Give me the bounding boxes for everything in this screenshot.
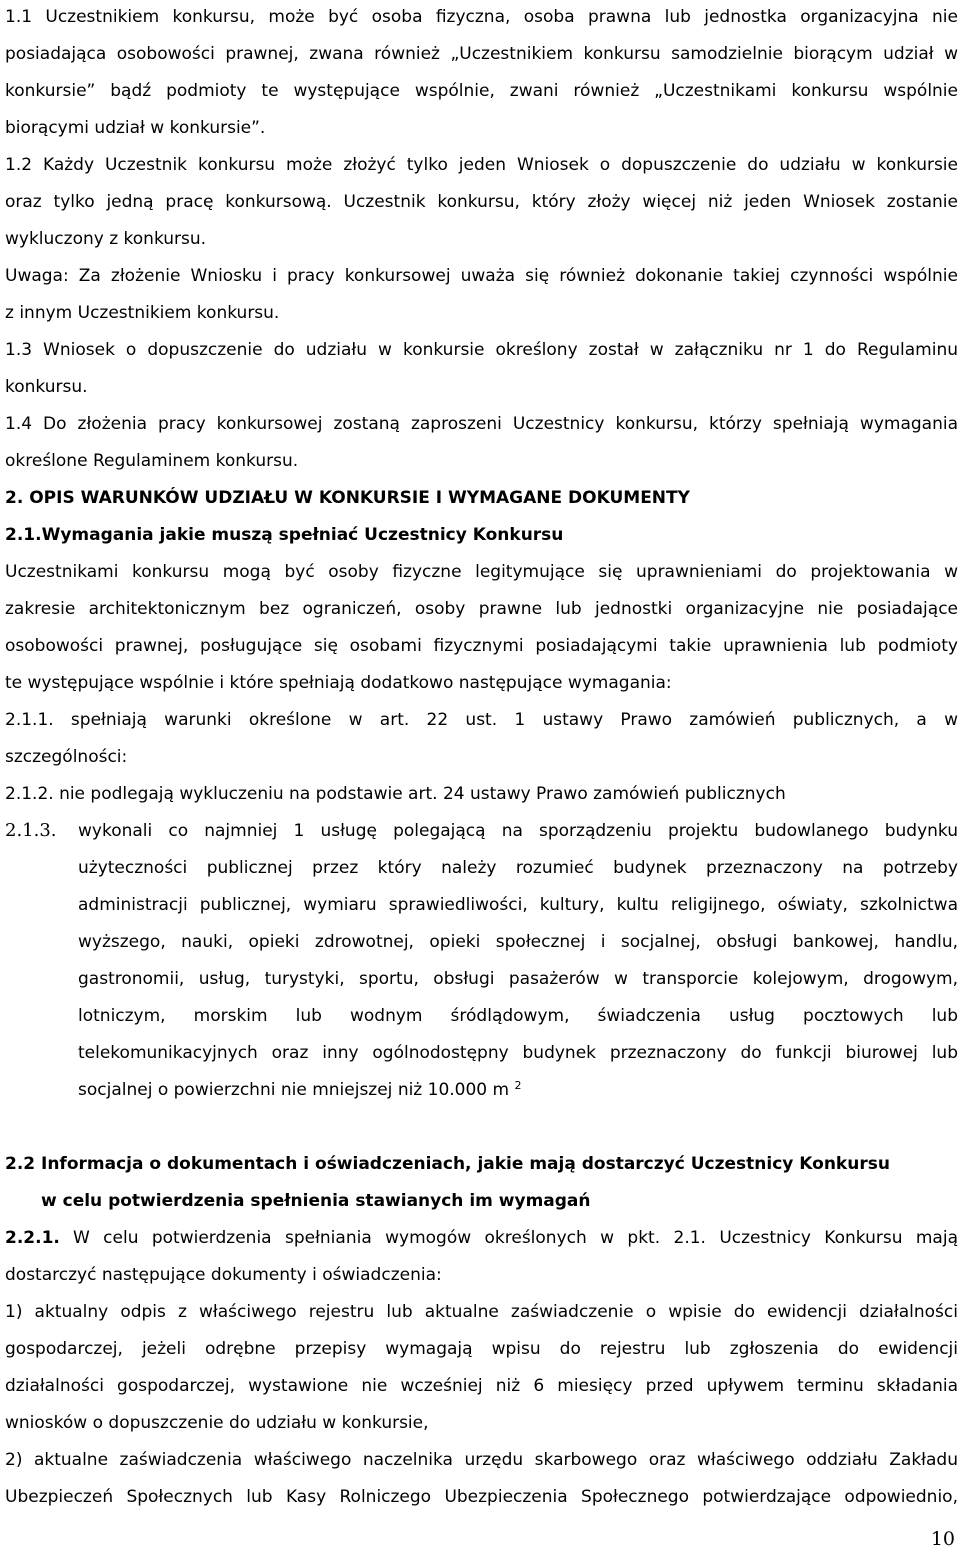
- item-2-2-1-number: 2.2.1.: [5, 1228, 60, 1248]
- doc-item-1-line-2: gospodarczej, jeżeli odrębne przepisy wymagają wpisu do rejestru lub zgłoszenia do ewidencji: [5, 1339, 958, 1359]
- item-2-1-3-line-6: lotniczym, morskim lub wodnym śródlądowym, świadczenia usług pocztowych lub: [78, 1006, 958, 1026]
- doc-item-2-line-1: 2) aktualne zaświadczenia właściwego naczelnika urzędu skarbowego oraz właściwego oddziału Zakładu: [5, 1450, 958, 1470]
- paragraph-1-2-line-1: 1.2 Każdy Uczestnik konkursu może złożyć tylko jeden Wniosek o dopuszczenie do udziału w konkursie: [5, 155, 958, 175]
- area-requirement-text: socjalnej o powierzchni nie mniejszej niż 10.000 m: [78, 1080, 510, 1100]
- item-2-1-2: 2.1.2. nie podlegają wykluczeniu na podstawie art. 24 ustawy Prawo zamówień publicznych: [5, 784, 786, 804]
- note-line-1: Uwaga: Za złożenie Wniosku i pracy konkursowej uważa się również dokonanie takiej czynności wspólnie: [5, 266, 958, 286]
- item-2-1-3-number: 2.1.3.: [5, 820, 57, 841]
- paragraph-2-1-line-4: te występujące wspólnie i które spełniają dodatkowo następujące wymagania:: [5, 673, 672, 693]
- item-2-1-3-line-2: użyteczności publicznej przez który należy rozumieć budynek przeznaczony na potrzeby: [78, 858, 958, 878]
- section-2-2-heading-line-1: Informacja o dokumentach i oświadczeniach, jakie mają dostarczyć Uczestnicy Konkursu: [41, 1154, 890, 1174]
- doc-item-1-line-3: działalności gospodarczej, wystawione nie wcześniej niż 6 miesięcy przed upływem terminu składania: [5, 1376, 958, 1396]
- paragraph-1-2-line-2: oraz tylko jedną pracę konkursową. Uczestnik konkursu, który złoży więcej niż jeden Wniosek zostanie: [5, 192, 958, 212]
- item-2-2-1-line-2: dostarczyć następujące dokumenty i oświadczenia:: [5, 1265, 442, 1285]
- section-2-heading: 2. OPIS WARUNKÓW UDZIAŁU W KONKURSIE I WYMAGANE DOKUMENTY: [5, 488, 690, 508]
- paragraph-1-1-line-3: konkursie” bądź podmioty te występujące wspólnie, zwani również „Uczestnikami konkursu wspólnie: [5, 81, 958, 101]
- item-2-1-3-line-4: wyższego, nauki, opieki zdrowotnej, opieki społecznej i socjalnej, obsługi bankowej, handlu,: [78, 932, 958, 952]
- area-unit-superscript: 2: [514, 1079, 522, 1092]
- section-2-2-heading-line-2: w celu potwierdzenia spełnienia stawianych im wymagań: [41, 1191, 591, 1211]
- paragraph-1-3-line-1: 1.3 Wniosek o dopuszczenie do udziału w konkursie określony został w załączniku nr 1 do Regulaminu: [5, 340, 958, 360]
- paragraph-2-1-line-2: zakresie architektonicznym bez ograniczeń, osoby prawne lub jednostki organizacyjne nie posiadające: [5, 599, 958, 619]
- paragraph-1-3-line-2: konkursu.: [5, 377, 88, 397]
- paragraph-1-1-line-4: biorącymi udział w konkursie”.: [5, 118, 266, 138]
- paragraph-1-2-line-3: wykluczony z konkursu.: [5, 229, 207, 249]
- paragraph-1-4-line-1: 1.4 Do złożenia pracy konkursowej zostaną zaproszeni Uczestnicy konkursu, którzy spełniają wymagania: [5, 414, 958, 434]
- page-number: 10: [930, 1528, 955, 1550]
- paragraph-2-1-line-1: Uczestnikami konkursu mogą być osoby fizyczne legitymujące się uprawnieniami do projektowania w: [5, 562, 958, 582]
- paragraph-1-4-line-2: określone Regulaminem konkursu.: [5, 451, 299, 471]
- paragraph-2-1-line-3: osobowości prawnej, posługujące się osobami fizycznymi posiadającymi takie uprawnienia lub podmioty: [5, 636, 958, 656]
- item-2-1-3-line-8: [78, 1079, 958, 1101]
- doc-item-2-line-2: Ubezpieczeń Społecznych lub Kasy Rolniczego Ubezpieczenia Społecznego potwierdzające odpowiednio,: [5, 1487, 958, 1507]
- item-2-1-3-line-7: telekomunikacyjnych oraz inny ogólnodostępny budynek przeznaczony do funkcji biurowej lub: [78, 1043, 958, 1063]
- item-2-1-1-line-2: szczególności:: [5, 747, 128, 767]
- section-2-1-heading: 2.1.Wymagania jakie muszą spełniać Uczestnicy Konkursu: [5, 525, 564, 545]
- paragraph-1-1-line-1: 1.1 Uczestnikiem konkursu, może być osoba fizyczna, osoba prawna lub jednostka organizacyjna nie: [5, 7, 958, 27]
- doc-item-1-line-4: wniosków o dopuszczenie do udziału w konkursie,: [5, 1413, 429, 1433]
- item-2-1-3-line-1: wykonali co najmniej 1 usługę polegającą na sporządzeniu projektu budowlanego budynku: [78, 821, 958, 841]
- item-2-1-3-line-5: gastronomii, usług, turystyki, sportu, obsługi pasażerów w transporcie kolejowym, drogowym,: [78, 969, 958, 989]
- item-2-2-1-line-1: W celu potwierdzenia spełniania wymogów określonych w pkt. 2.1. Uczestnicy Konkursu mają: [73, 1228, 958, 1248]
- section-2-2-number: 2.2: [5, 1154, 36, 1174]
- item-2-1-3-line-3: administracji publicznej, wymiaru sprawiedliwości, kultury, kultu religijnego, oświaty, szkolnictwa: [78, 895, 958, 915]
- paragraph-1-1-line-2: posiadająca osobowości prawnej, zwana również „Uczestnikiem konkursu samodzielnie biorącym udział w: [5, 44, 958, 64]
- doc-item-1-line-1: 1) aktualny odpis z właściwego rejestru lub aktualne zaświadczenie o wpisie do ewidencji działalności: [5, 1302, 958, 1322]
- note-line-2: z innym Uczestnikiem konkursu.: [5, 303, 280, 323]
- item-2-1-1-line-1: 2.1.1. spełniają warunki określone w art. 22 ust. 1 ustawy Prawo zamówień publicznych, a w: [5, 710, 958, 730]
